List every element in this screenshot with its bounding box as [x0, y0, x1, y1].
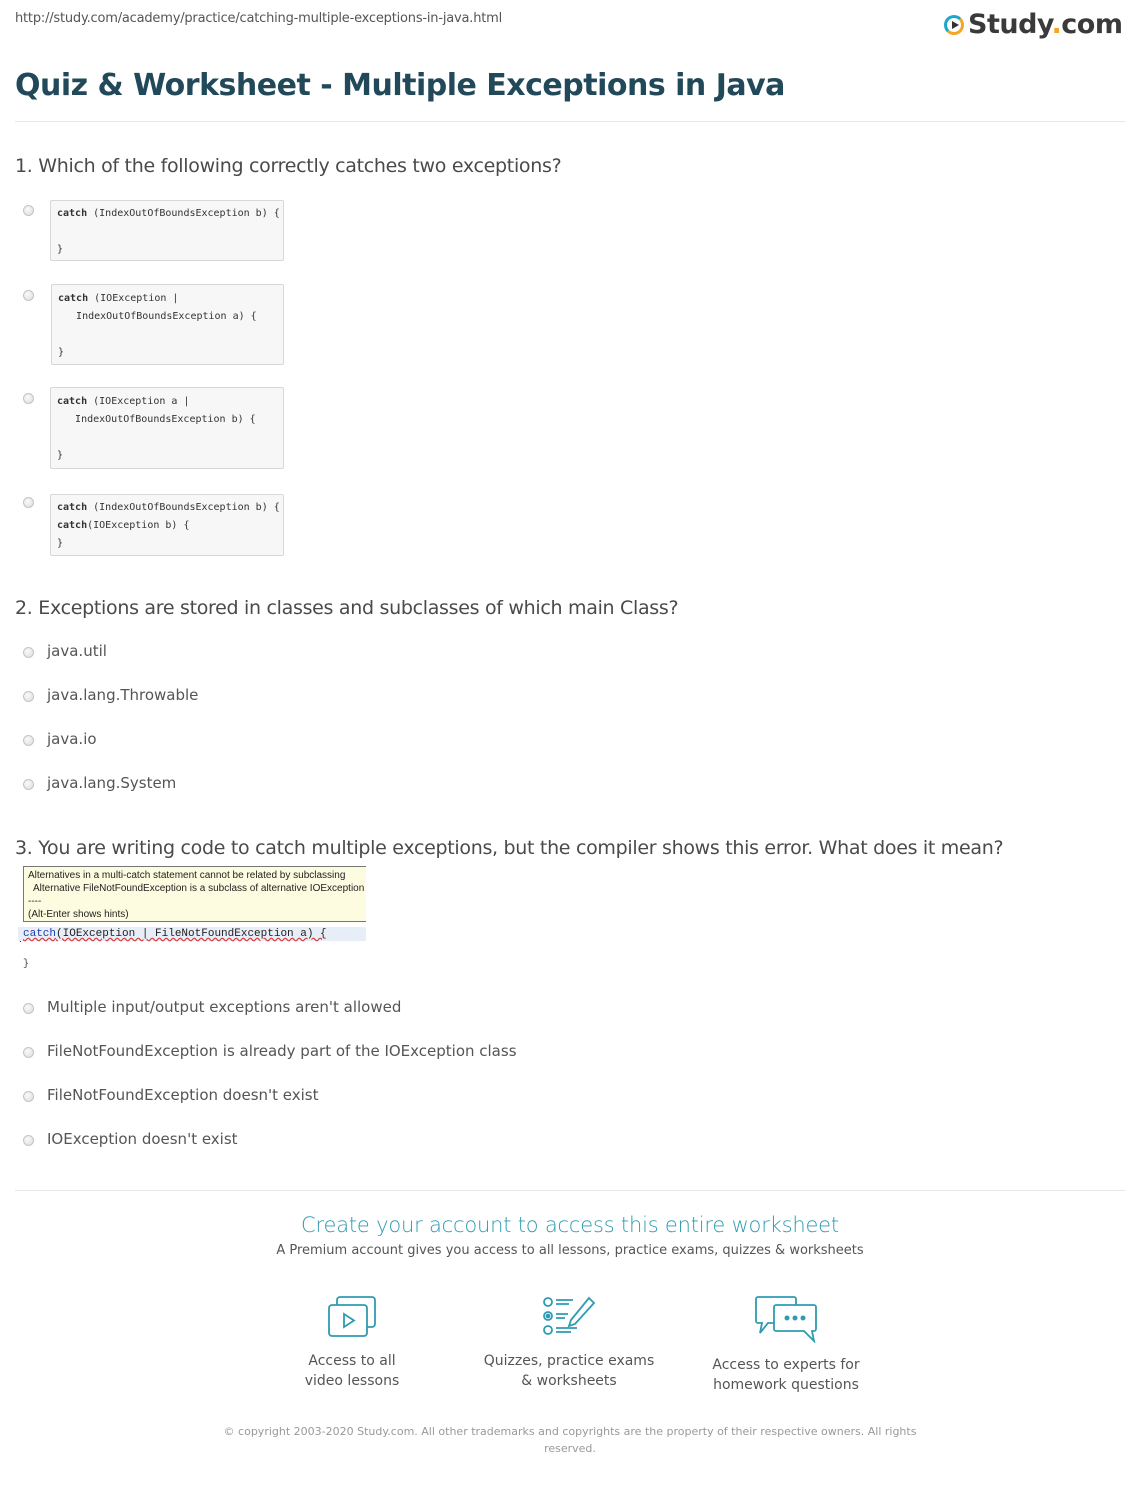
- radio-q1-option-4[interactable]: [23, 497, 34, 508]
- q2-option-4-label[interactable]: java.lang.System: [47, 774, 177, 792]
- feature-quizzes: [469, 1295, 669, 1391]
- radio-q2-option-2[interactable]: [23, 691, 34, 702]
- radio-q1-option-1[interactable]: [23, 205, 34, 216]
- quiz-checklist-icon: [541, 1295, 597, 1339]
- q2-option-1-label[interactable]: java.util: [47, 642, 107, 660]
- error-tooltip: Alternatives in a multi-catch statement cannot be related by subclassing Alternative FileNotFoundException is a subclass of alternative IOException ---- (Alt-Enter shows hints): [23, 866, 366, 922]
- copyright-notice: © copyright 2003-2020 Study.com. All other trademarks and copyrights are the property of their respective owners. All rights reserved.: [223, 1425, 917, 1455]
- code-option-q1-2: catch (IOException | IndexOutOfBoundsException a) { }: [51, 284, 284, 365]
- question-3-title: 3. You are writing code to catch multiple exceptions, but the compiler shows this error. What does it mean?: [15, 837, 1004, 859]
- compiler-error-screenshot: [18, 866, 366, 976]
- q3-option-2-label[interactable]: FileNotFoundException is already part of the IOException class: [47, 1042, 517, 1060]
- cta-subtitle: A Premium account gives you access to all lessons, practice exams, quizzes & worksheets: [276, 1243, 864, 1258]
- error-code-line: catch(IOException | FileNotFoundException a) {: [18, 927, 366, 941]
- q2-option-3-label[interactable]: java.io: [47, 730, 97, 748]
- q2-option-2-label[interactable]: java.lang.Throwable: [47, 686, 199, 704]
- radio-q3-option-2[interactable]: [23, 1047, 34, 1058]
- radio-q2-option-4[interactable]: [23, 779, 34, 790]
- radio-q3-option-1[interactable]: [23, 1003, 34, 1014]
- code-option-q1-4: catch (IndexOutOfBoundsException b) { catch(IOException b) { }: [50, 494, 284, 556]
- error-code-close: }: [23, 959, 30, 970]
- feature-label: Access to all video lessons: [304, 1353, 400, 1389]
- video-lessons-icon: [326, 1295, 378, 1339]
- q3-option-3-label[interactable]: FileNotFoundException doesn't exist: [47, 1086, 319, 1104]
- chat-bubbles-icon: [754, 1295, 818, 1343]
- question-2-title: 2. Exceptions are stored in classes and subclasses of which main Class?: [15, 597, 679, 619]
- feature-label: Access to experts for homework questions: [712, 1357, 860, 1393]
- study-logo[interactable]: [944, 9, 1123, 40]
- radio-q2-option-3[interactable]: [23, 735, 34, 746]
- cta-divider: [15, 1190, 1125, 1191]
- cta-title[interactable]: Create your account to access this entire worksheet: [301, 1213, 839, 1237]
- radio-q1-option-2[interactable]: [23, 290, 34, 301]
- question-1-title: 1. Which of the following correctly catches two exceptions?: [15, 155, 562, 177]
- radio-q2-option-1[interactable]: [23, 647, 34, 658]
- code-option-q1-3: catch (IOException a | IndexOutOfBoundsException b) { }: [50, 387, 284, 469]
- radio-q3-option-3[interactable]: [23, 1091, 34, 1102]
- play-circle-icon: [944, 15, 964, 35]
- radio-q1-option-3[interactable]: [23, 393, 34, 404]
- feature-label: Quizzes, practice exams & worksheets: [483, 1353, 655, 1389]
- title-divider: [15, 121, 1125, 122]
- page-url: http://study.com/academy/practice/catching-multiple-exceptions-in-java.html: [15, 11, 503, 26]
- code-option-q1-1: catch (IndexOutOfBoundsException b) { }: [50, 200, 284, 261]
- page-title: Quiz & Worksheet - Multiple Exceptions in Java: [15, 68, 785, 103]
- feature-experts: [686, 1295, 886, 1395]
- feature-video-lessons: [252, 1295, 452, 1391]
- q3-option-4-label[interactable]: IOException doesn't exist: [47, 1130, 238, 1148]
- q3-option-1-label[interactable]: Multiple input/output exceptions aren't allowed: [47, 998, 402, 1016]
- radio-q3-option-4[interactable]: [23, 1135, 34, 1146]
- logo-text: Study.com: [968, 9, 1123, 40]
